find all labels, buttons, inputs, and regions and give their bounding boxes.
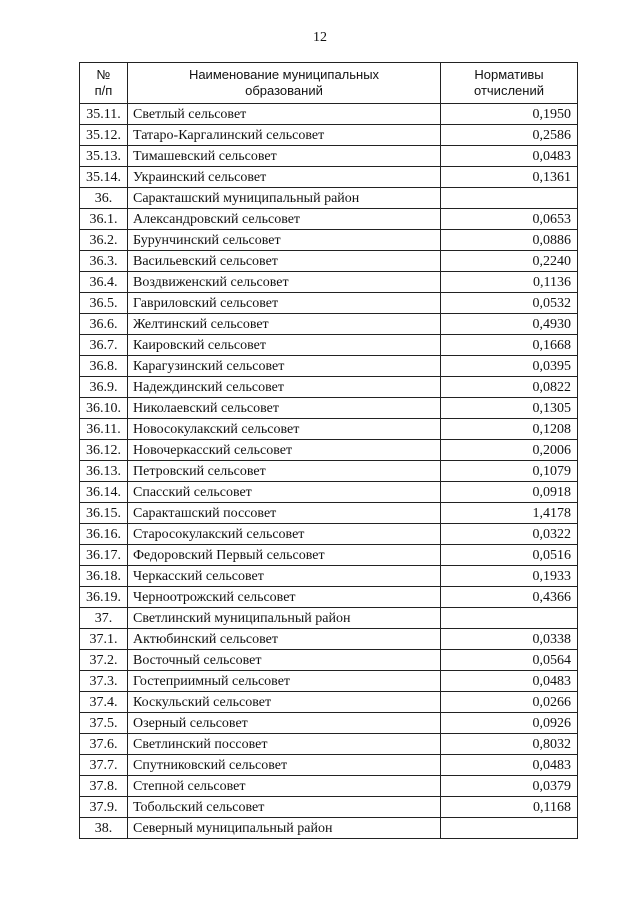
municipality-name: Восточный сельсовет [128, 650, 441, 671]
row-number: 36.11. [80, 419, 128, 440]
table-row [80, 797, 578, 818]
municipality-name: Саракташский муниципальный район [128, 188, 441, 209]
deduction-norm-value: 0,1305 [441, 398, 578, 419]
table-row [80, 545, 578, 566]
table-row [80, 125, 578, 146]
deduction-norm-value: 0,0395 [441, 356, 578, 377]
municipality-name: Черноотрожский сельсовет [128, 587, 441, 608]
row-number: 36.2. [80, 230, 128, 251]
table-row [80, 818, 578, 839]
municipality-name: Желтинский сельсовет [128, 314, 441, 335]
table-row [80, 356, 578, 377]
municipality-name: Саракташский поссовет [128, 503, 441, 524]
municipality-name: Тимашевский сельсовет [128, 146, 441, 167]
deduction-norm-value: 0,0564 [441, 650, 578, 671]
deduction-norm-value: 0,4366 [441, 587, 578, 608]
row-number: 36.12. [80, 440, 128, 461]
table-row [80, 230, 578, 251]
deduction-norm-value: 0,0822 [441, 377, 578, 398]
table-row [80, 419, 578, 440]
deduction-norm-value: 0,0379 [441, 776, 578, 797]
deduction-norm-value: 0,0926 [441, 713, 578, 734]
row-number: 35.13. [80, 146, 128, 167]
row-number: 36.6. [80, 314, 128, 335]
row-number: 36.14. [80, 482, 128, 503]
row-number: 36.19. [80, 587, 128, 608]
municipality-name: Новосокулакский сельсовет [128, 419, 441, 440]
table-row [80, 755, 578, 776]
table-row [80, 104, 578, 125]
header-name-line2: образований [245, 83, 323, 98]
municipality-name: Гавриловский сельсовет [128, 293, 441, 314]
row-number: 36.10. [80, 398, 128, 419]
table-row [80, 188, 578, 209]
municipality-name: Украинский сельсовет [128, 167, 441, 188]
table-row [80, 776, 578, 797]
table-row [80, 566, 578, 587]
municipality-name: Карагузинский сельсовет [128, 356, 441, 377]
deduction-norm-value: 0,2240 [441, 251, 578, 272]
table-row [80, 671, 578, 692]
municipality-name: Татаро-Каргалинский сельсовет [128, 125, 441, 146]
row-number: 36.5. [80, 293, 128, 314]
deduction-norm-value: 1,4178 [441, 503, 578, 524]
table-row [80, 503, 578, 524]
row-number: 36.15. [80, 503, 128, 524]
header-name [128, 63, 441, 104]
deduction-norm-value: 0,0886 [441, 230, 578, 251]
deduction-norm-value: 0,4930 [441, 314, 578, 335]
row-number: 36.17. [80, 545, 128, 566]
row-number: 37.7. [80, 755, 128, 776]
row-number: 37.3. [80, 671, 128, 692]
deduction-norm-value: 0,1136 [441, 272, 578, 293]
table-row [80, 314, 578, 335]
deduction-norm-value [441, 188, 578, 209]
row-number: 36. [80, 188, 128, 209]
header-number [80, 63, 128, 104]
row-number: 37.4. [80, 692, 128, 713]
deduction-norm-value: 0,0338 [441, 629, 578, 650]
municipality-name: Старосокулакский сельсовет [128, 524, 441, 545]
header-value-line1: Нормативы [474, 67, 544, 82]
table-row [80, 209, 578, 230]
municipality-name: Светлинский муниципальный район [128, 608, 441, 629]
row-number: 36.1. [80, 209, 128, 230]
municipality-name: Бурунчинский сельсовет [128, 230, 441, 251]
municipality-name: Светлый сельсовет [128, 104, 441, 125]
table-row [80, 482, 578, 503]
deduction-norm-value: 0,0266 [441, 692, 578, 713]
deduction-norm-value: 0,1668 [441, 335, 578, 356]
deduction-norm-value: 0,2586 [441, 125, 578, 146]
table-row [80, 608, 578, 629]
table-row [80, 629, 578, 650]
deduction-norm-value: 0,0483 [441, 146, 578, 167]
table-row [80, 377, 578, 398]
deduction-norm-value: 0,1950 [441, 104, 578, 125]
deduction-norm-value: 0,1079 [441, 461, 578, 482]
deduction-norm-value [441, 818, 578, 839]
deduction-norm-value [441, 608, 578, 629]
row-number: 36.18. [80, 566, 128, 587]
table-header-row [80, 63, 578, 104]
row-number: 37.2. [80, 650, 128, 671]
municipality-name: Новочеркасский сельсовет [128, 440, 441, 461]
deduction-norm-value: 0,0483 [441, 671, 578, 692]
header-value-line2: отчислений [474, 83, 544, 98]
municipality-name: Актюбинский сельсовет [128, 629, 441, 650]
deduction-norm-value: 0,0483 [441, 755, 578, 776]
municipality-name: Гостеприимный сельсовет [128, 671, 441, 692]
table-row [80, 461, 578, 482]
row-number: 36.16. [80, 524, 128, 545]
row-number: 37.6. [80, 734, 128, 755]
municipality-name: Коскульский сельсовет [128, 692, 441, 713]
row-number: 37.9. [80, 797, 128, 818]
municipality-name: Надеждинский сельсовет [128, 377, 441, 398]
table-row [80, 692, 578, 713]
row-number: 35.12. [80, 125, 128, 146]
row-number: 35.11. [80, 104, 128, 125]
municipality-name: Васильевский сельсовет [128, 251, 441, 272]
header-number-line2: п/п [94, 83, 113, 98]
table-row [80, 167, 578, 188]
row-number: 37.8. [80, 776, 128, 797]
municipality-name: Николаевский сельсовет [128, 398, 441, 419]
table-row [80, 713, 578, 734]
page-number: 12 [313, 30, 327, 45]
deduction-norm-value: 0,8032 [441, 734, 578, 755]
deduction-norm-value: 0,2006 [441, 440, 578, 461]
deduction-norm-value: 0,0532 [441, 293, 578, 314]
table-body [80, 104, 578, 839]
table-row [80, 398, 578, 419]
row-number: 36.3. [80, 251, 128, 272]
header-number-line1: № [96, 67, 111, 82]
municipality-name: Петровский сельсовет [128, 461, 441, 482]
deduction-norm-value: 0,0918 [441, 482, 578, 503]
table-row [80, 293, 578, 314]
table-row [80, 251, 578, 272]
table-row [80, 272, 578, 293]
row-number: 36.7. [80, 335, 128, 356]
header-name-line1: Наименование муниципальных [188, 67, 380, 82]
table-row [80, 650, 578, 671]
table-row [80, 146, 578, 167]
municipality-name: Тобольский сельсовет [128, 797, 441, 818]
deduction-norm-value: 0,0653 [441, 209, 578, 230]
norms-table [79, 62, 578, 839]
table-row [80, 587, 578, 608]
row-number: 36.9. [80, 377, 128, 398]
row-number: 37. [80, 608, 128, 629]
municipality-name: Спутниковский сельсовет [128, 755, 441, 776]
deduction-norm-value: 0,1933 [441, 566, 578, 587]
header-value [441, 63, 578, 104]
municipality-name: Федоровский Первый сельсовет [128, 545, 441, 566]
row-number: 37.5. [80, 713, 128, 734]
table-row [80, 440, 578, 461]
municipality-name: Воздвиженский сельсовет [128, 272, 441, 293]
table-row [80, 335, 578, 356]
municipality-name: Черкасский сельсовет [128, 566, 441, 587]
deduction-norm-value: 0,1208 [441, 419, 578, 440]
municipality-name: Светлинский поссовет [128, 734, 441, 755]
deduction-norm-value: 0,1168 [441, 797, 578, 818]
deduction-norm-value: 0,0322 [441, 524, 578, 545]
row-number: 35.14. [80, 167, 128, 188]
deduction-norm-value: 0,1361 [441, 167, 578, 188]
municipality-name: Спасский сельсовет [128, 482, 441, 503]
municipality-name: Степной сельсовет [128, 776, 441, 797]
deduction-norm-value: 0,0516 [441, 545, 578, 566]
row-number: 36.8. [80, 356, 128, 377]
row-number: 37.1. [80, 629, 128, 650]
municipality-name: Озерный сельсовет [128, 713, 441, 734]
municipality-name: Александровский сельсовет [128, 209, 441, 230]
row-number: 36.4. [80, 272, 128, 293]
row-number: 38. [80, 818, 128, 839]
row-number: 36.13. [80, 461, 128, 482]
municipality-name: Каировский сельсовет [128, 335, 441, 356]
table-row [80, 524, 578, 545]
municipality-name: Северный муниципальный район [128, 818, 441, 839]
table-row [80, 734, 578, 755]
